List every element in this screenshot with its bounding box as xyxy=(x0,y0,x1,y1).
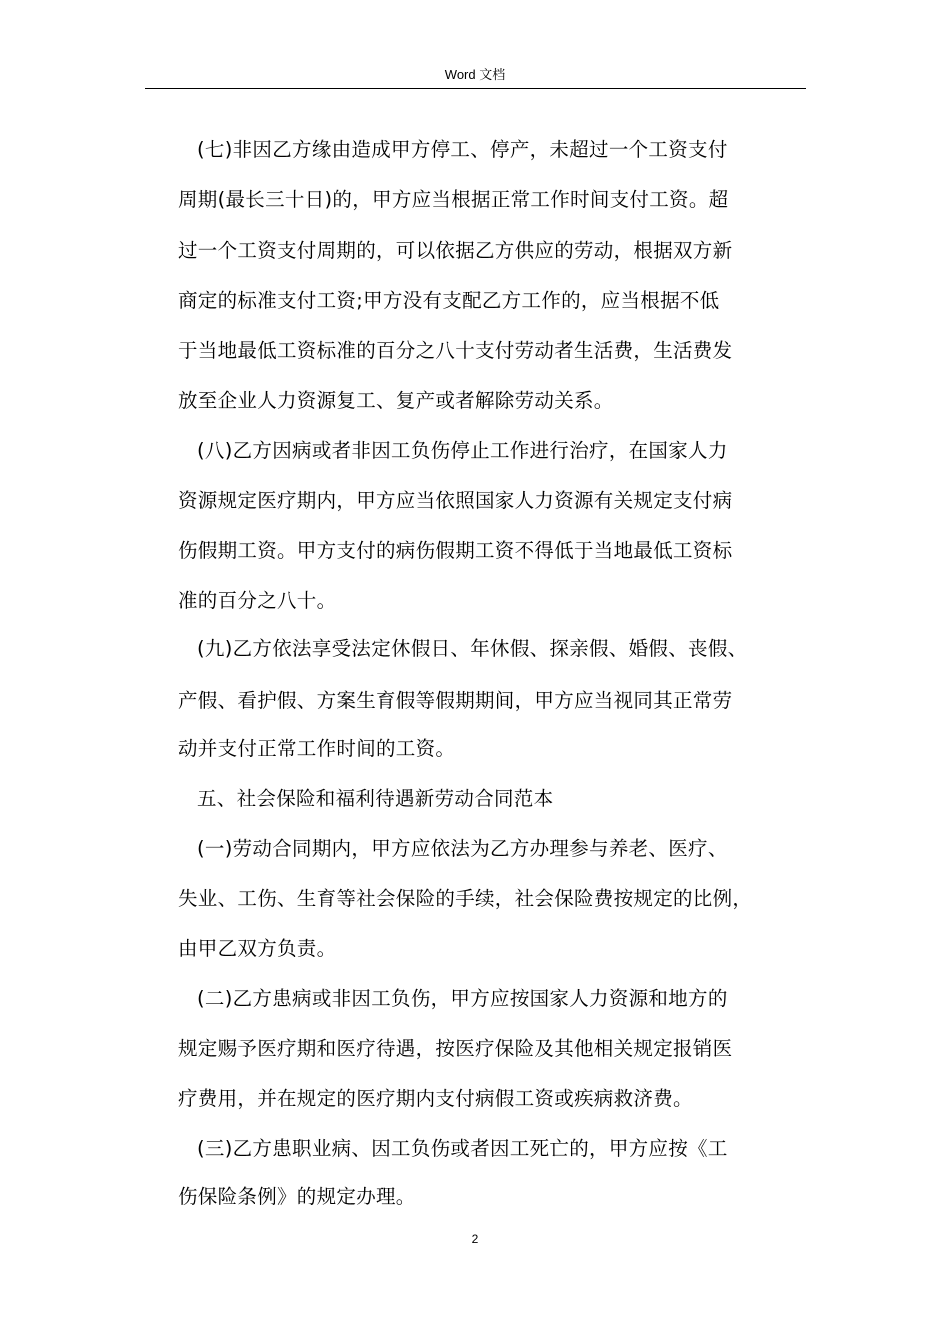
text-line: 失业、工伤、生育等社会保险的手续，社会保险费按规定的比例， xyxy=(178,887,753,910)
text-line: 资源规定医疗期内，甲方应当依照国家人力资源有关规定支付病 xyxy=(178,489,733,512)
text-line: (一)劳动合同期内，甲方应依法为乙方办理参与养老、医疗、 xyxy=(197,837,728,860)
text-line: 产假、看护假、方案生育假等假期期间，甲方应当视同其正常劳 xyxy=(178,689,733,712)
page-number: 2 xyxy=(471,1232,479,1246)
text-line: 伤保险条例》的规定办理。 xyxy=(178,1185,416,1208)
page-header-title: Word 文档 xyxy=(444,67,506,82)
text-line: 商定的标准支付工资;甲方没有支配乙方工作的，应当根据不低 xyxy=(178,289,720,312)
text-line: (七)非因乙方缘由造成甲方停工、停产，未超过一个工资支付 xyxy=(197,138,728,161)
text-line: 过一个工资支付周期的，可以依据乙方供应的劳动，根据双方新 xyxy=(178,239,733,262)
text-line: (九)乙方依法享受法定休假日、年休假、探亲假、婚假、丧假、 xyxy=(197,637,748,660)
text-line: 疗费用，并在规定的医疗期内支付病假工资或疾病救济费。 xyxy=(178,1087,693,1110)
text-line: 于当地最低工资标准的百分之八十支付劳动者生活费，生活费发 xyxy=(178,339,733,362)
section-heading: 五、社会保险和福利待遇新劳动合同范本 xyxy=(197,787,554,810)
text-line: (二)乙方患病或非因工负伤，甲方应按国家人力资源和地方的 xyxy=(197,987,728,1010)
text-line: 动并支付正常工作时间的工资。 xyxy=(178,737,456,760)
header-divider xyxy=(145,88,806,89)
text-line: 周期(最长三十日)的，甲方应当根据正常工作时间支付工资。超 xyxy=(178,188,729,211)
text-line: 放至企业人力资源复工、复产或者解除劳动关系。 xyxy=(178,389,614,412)
text-line: 由甲乙双方负责。 xyxy=(178,937,337,960)
text-line: 准的百分之八十。 xyxy=(178,589,337,612)
text-line: 伤假期工资。甲方支付的病伤假期工资不得低于当地最低工资标 xyxy=(178,539,733,562)
text-line: 规定赐予医疗期和医疗待遇，按医疗保险及其他相关规定报销医 xyxy=(178,1037,733,1060)
text-line: (三)乙方患职业病、因工负伤或者因工死亡的，甲方应按《工 xyxy=(197,1137,728,1160)
text-line: (八)乙方因病或者非因工负伤停止工作进行治疗，在国家人力 xyxy=(197,439,728,462)
